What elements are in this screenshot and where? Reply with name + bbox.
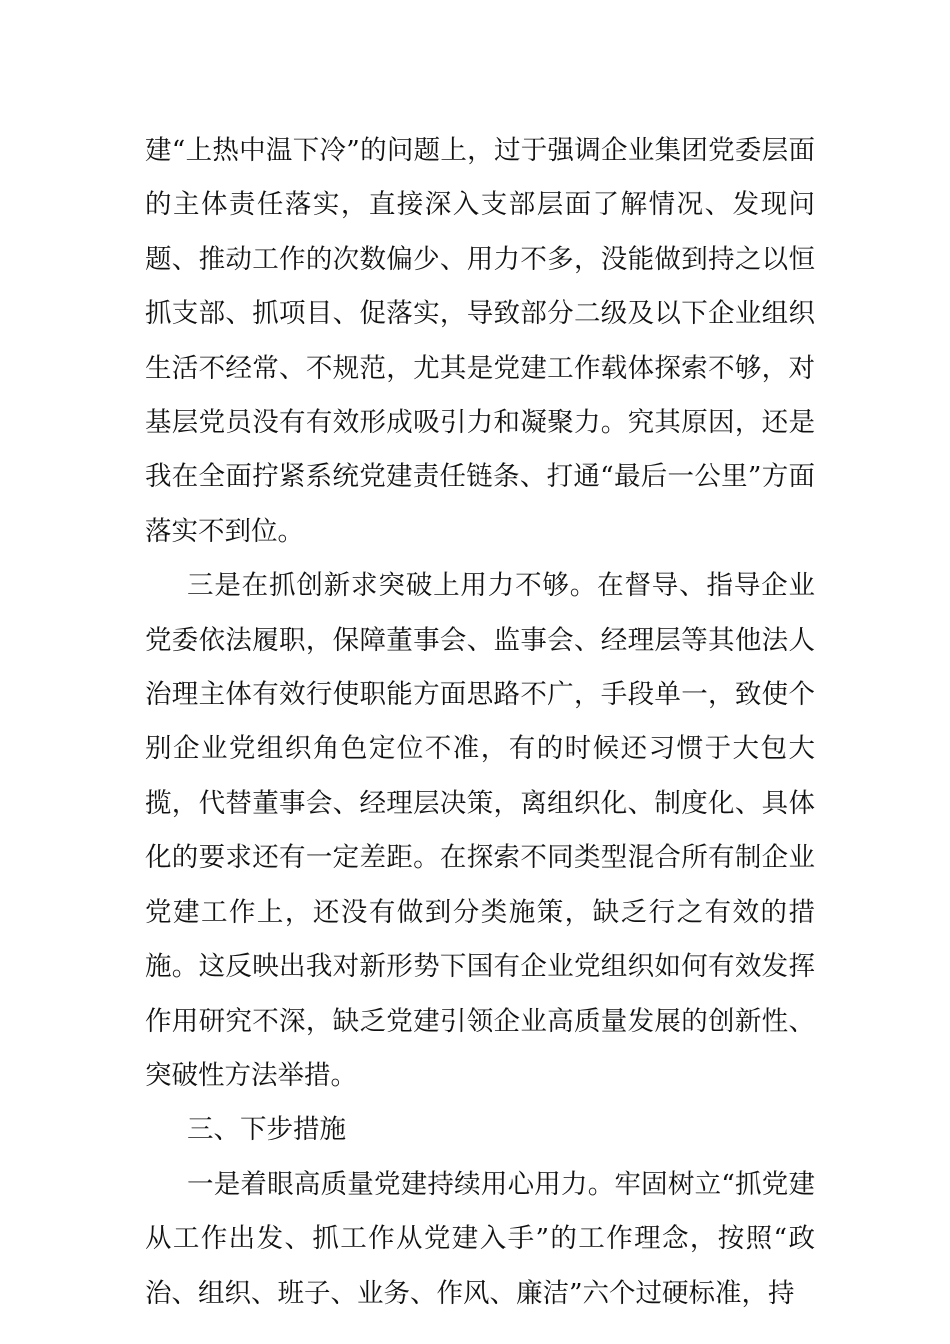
section-heading-next-steps: 三、下步措施 <box>187 1114 346 1146</box>
paragraph-continuation: 建“上热中温下冷”的问题上，过于强调企业集团党委层面的主体责任落实，直接深入支部层面了解情况、发现问题、推动工作的次数偏少、用力不多，没能做到持之以恒抓支部、抓项目、促落实，导致部分二级及以下企业组织生活不经常、不规范，尤其是党建工作载体探索不够，对基层党员没有有效形成吸引力和凝聚力。究其原因，还是我在全面拧紧系统党建责任链条、打通“最后一公里”方面落实不到位。 <box>145 135 815 547</box>
document-body <box>145 124 815 1321</box>
paragraph-innovation: 三是在抓创新求突破上用力不够。在督导、指导企业党委依法履职，保障董事会、监事会、经理层等其他法人治理主体有效行使职能方面思路不广，手段单一，致使个别企业党组织角色定位不准，有的时候还习惯于大包大揽，代替董事会、经理层决策，离组织化、制度化、具体化的要求还有一定差距。在探索不同类型混合所有制企业党建工作上，还没有做到分类施策，缺乏行之有效的措施。这反映出我对新形势下国有企业党组织如何有效发挥作用研究不深，缺乏党建引领企业高质量发展的创新性、突破性方法举措。 <box>145 570 815 1091</box>
paragraph-measure-one: 一是着眼高质量党建持续用心用力。牢固树立“抓党建从工作出发、抓工作从党建入手”的工作理念，按照“政治、组织、班子、业务、作风、廉洁”六个过硬标准，持 <box>145 1168 815 1309</box>
